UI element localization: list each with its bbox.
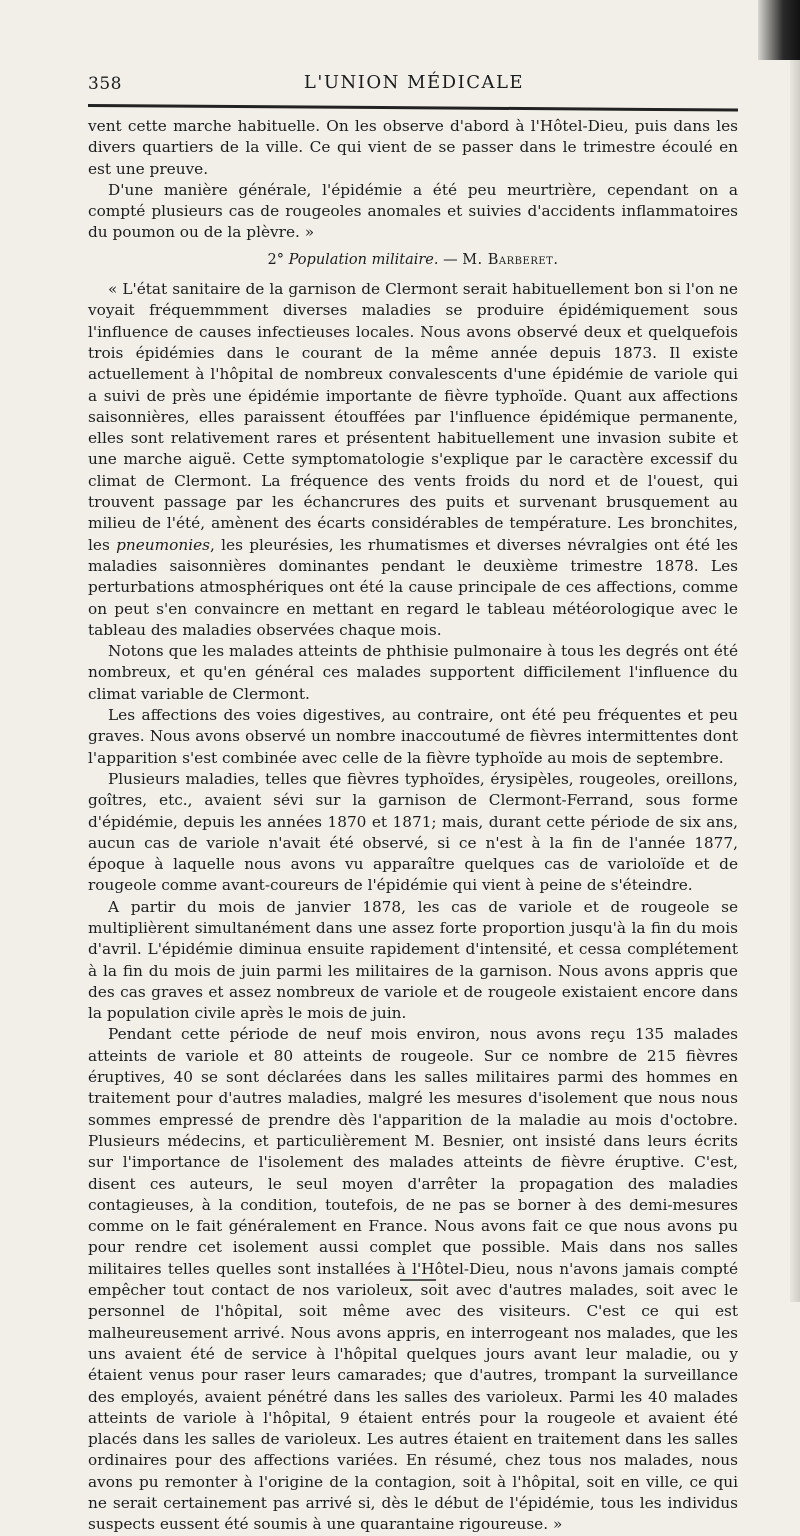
page-header [88, 70, 740, 96]
article-body [88, 116, 738, 1536]
section-heading [88, 250, 738, 271]
paragraph: Pendant cette période de neuf mois environ, nous avons reçu 135 malades atteints de variole et 80 atteints de rougeole. Sur ce nombre de 215 fièvres éruptives, 40 se sont déclarées dans les salles militaires parmi des hommes en traitement pour d'autres maladies, malgré les mesures d'isolement que nous nous sommes empressé de prendre dès l'apparition de la maladie au mois d'octobre. Plusieurs médecins, et particulièrement M. Besnier, ont insisté dans leurs écrits sur l'importance de l'isolement des malades atteints de fièvre éruptive. C'est, disent ces auteurs, le seul moyen d'arrêter la propagation des maladies contagieuses, à la condition, toutefois, de ne pas se borner à des demi-mesures comme on le fait généralement en France. Nous avons fait ce que nous avons pu pour rendre cet isolement aussi complet que possible. Mais dans nos salles militaires telles quelles sont installées à l'Hôtel-Dieu, nous n'avons jamais compté empêcher tout contact de nos varioleux, soit avec d'autres malades, soit avec le personnel de l'hôpital, soit même avec des visiteurs. C'est ce qui est malheureusement arrivé. Nous avons appris, en interrogeant nos malades, que les uns avaient été de service à l'hôpital quelques jours avant leur maladie, ou y étaient venus pour raser leurs camarades; que d'autres, trompant la surveillance des employés, avaient pénétré dans les salles des varioleux. Parmi les 40 malades atteints de variole à l'hôpital, 9 étaient entrés pour la rougeole et avaient été placés dans les salles de varioleux. Les autres étaient en traitement dans les salles ordinaires pour des affections variées. En résumé, chez tous nos malades, nous avons pu remonter à l'origine de la contagion, soit à l'hôpital, soit en ville, ce qui ne serait certainement pas arrivé si, dès le début de l'épidémie, tous les individus suspects eussent été soumis à une quarantaine rigoureuse. » [88, 1025, 738, 1534]
header-rule [88, 104, 738, 112]
paragraph [88, 279, 738, 641]
page-number: 358 [88, 74, 122, 94]
page-edge-shadow [758, 0, 800, 60]
paragraph-text: « L'état sanitaire de la garnison de Clermont serait habituellement bon si l'on ne voyait fréquemmment diverses maladies se produire épidémiquement sous l'influence de causes infectieuses locales. Nous avons observé deux et quelquefois trois épidémies dans le courant de la même année depuis 1873. Il existe actuellement à l'hôpital de nombreux convalescents d'une épidémie de variole qui a suivi de près une épidémie importante de fièvre typhoïde. Quant aux affections saisonnières, elles paraissent étouffées par l'influence épidémique permanente, elles sont relativement rares et présentent habituellement une invasion subite et une marche aiguë. Cette symptomatologie s'explique par le caractère excessif du climat de Clermont. La fréquence des vents froids du nord et de l'ouest, qui trouvent passage par les échancrures des puits et survenant brusquement au milieu de l'été, amènent des écarts considérables de température. Les bronchites, les [88, 280, 738, 554]
journal-title: L'UNION MÉDICALE [303, 72, 525, 93]
paragraph: Les affections des voies digestives, au contraire, ont été peu fréquentes et peu graves. Nous avons observé un nombre inaccoutumé de fièvres intermittentes dont l'apparition s'est combinée avec celle de la fièvre typhoïde au mois de septembre. [88, 706, 738, 767]
page-edge-lower [790, 60, 800, 1302]
footer-rule [400, 1279, 436, 1281]
paragraph-continuation: vent cette marche habituelle. On les observe d'abord à l'Hôtel-Dieu, puis dans les divers quartiers de la ville. Ce qui vient de se passer dans le trimestre écoulé en est une preuve. [88, 117, 738, 178]
paragraph: A partir du mois de janvier 1878, les cas de variole et de rougeole se multiplièrent simultanément dans une assez forte proportion jusqu'à la fin du mois d'avril. L'épidémie diminua ensuite rapidement d'intensité, et cessa complétement à la fin du mois de juin parmi les militaires de la garnison. Nous avons appris que des cas graves et assez nombreux de variole et de rougeole existaient encore dans la population civile après le mois de juin. [88, 897, 738, 1023]
section-author: M. Barberet. [462, 251, 559, 268]
paragraph: Plusieurs maladies, telles que fièvres typhoïdes, érysipèles, rougeoles, oreillons, goîtres, etc., avaient sévi sur la garnison de Clermont-Ferrand, sous forme d'épidémie, depuis les années 1870 et 1871; mais, durant cette période de six ans, aucun cas de variole n'avait été observé, si ce n'est à la fin de l'année 1877, époque à laquelle nous avons vu apparaître quelques cas de varioloïde et de rougeole comme avant-coureurs de l'épidémie qui vient à peine de s'éteindre. [88, 769, 738, 895]
paragraph: Notons que les malades atteints de phthisie pulmonaire à tous les degrés ont été nombreux, et qu'en général ces malades supportent difficilement l'influence du climat variable de Clermont. [88, 642, 738, 703]
section-number: 2° [267, 251, 285, 268]
emphasis-term: pneumonies [116, 535, 210, 554]
paragraph: D'une manière générale, l'épidémie a été peu meurtrière, cependant on a compté plusieurs cas de rougeoles anomales et suivies d'accidents inflammatoires du poumon ou de la plèvre. » [88, 180, 738, 242]
paragraph-text-cont: , les pleurésies, les rhumatismes et diverses névralgies ont été les maladies saisonnières dominantes pendant le deuxième trimestre 1878. Les perturbations atmosphériques ont été la cause principale de ces affections, comme on peut s'en convaincre en mettant en regard le tableau météorologique avec le tableau des maladies observées chaque mois. [88, 535, 738, 639]
section-dash: — [443, 251, 458, 268]
section-title: Population militaire. [288, 251, 439, 268]
